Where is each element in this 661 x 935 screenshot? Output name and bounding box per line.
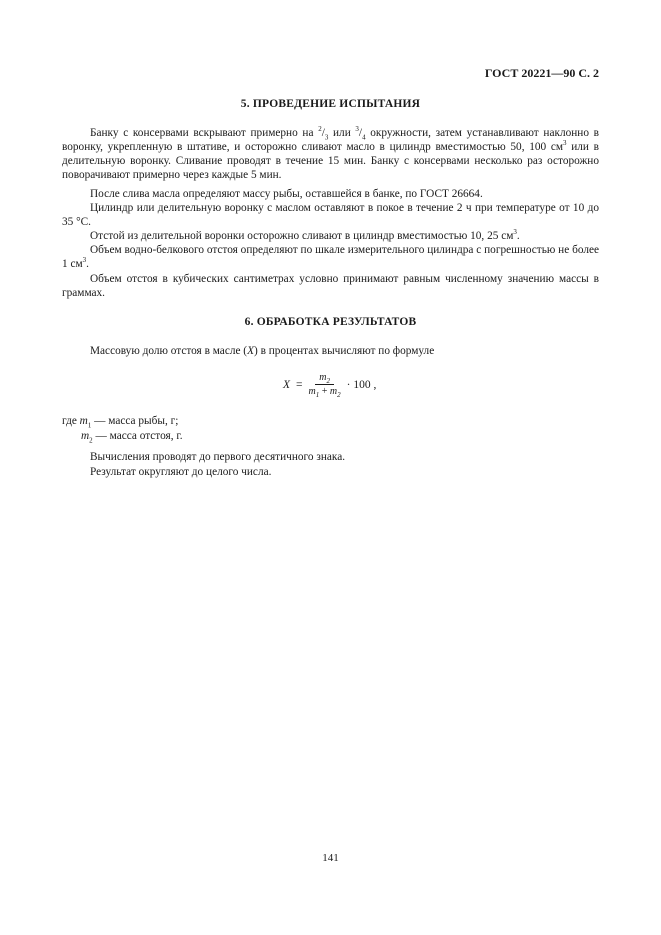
page-number: 141 [322, 852, 339, 864]
formula [283, 372, 376, 397]
section-5-paragraph-6: Объем отстоя в кубических сантиметрах условно принимают равным численному значению массы в граммах. [62, 273, 599, 300]
formula-equals: = [296, 378, 303, 391]
section-5-paragraph-3: Цилиндр или делительную воронку с маслом оставляют в покое в течение 2 ч при температуре от 10 до 35 °С. [62, 202, 599, 229]
section-5-title: 5. ПРОВЕДЕНИЕ ИСПЫТАНИЯ [240, 98, 421, 110]
section-5-paragraph-4: Отстой из делительной воронки осторожно сливают в цилиндр вместимостью 10, 25 $см^3$. [90, 228, 520, 242]
section-5-paragraph-5: Объем водно-белкового отстоя определяют по шкале измерительного цилиндра с погрешностью не более 1 $см^3$. [62, 244, 599, 271]
formula-fraction [309, 372, 341, 397]
section-6-paragraph-3: Результат округляют до целого числа. [90, 466, 272, 478]
section-5-paragraph-1: Банку с консервами вскрывают примерно на $^2/_3$ или $^3/_4$ окружности, затем устанавливают наклонно в воронку, укрепленную в штативе, и осторожно сливают масло в цилиндр вместимостью 50, 100 $см^3$ или в делительную воронку. Сливание проводят в течение 15 мин. Банку с консервами несколько раз осторожно поворачивают примерно через каждые 5 мин. [62, 125, 599, 182]
formula-tail: · 100 , [346, 378, 377, 391]
variable-definition-m2: $m_2$ — масса отстоя, г. [81, 430, 183, 445]
variable-definition-m1: где $m_1$ — масса рыбы, г; [62, 415, 179, 430]
section-6-title: 6. ОБРАБОТКА РЕЗУЛЬТАТОВ [244, 316, 417, 328]
section-6-paragraph-2: Вычисления проводят до первого десятичного знака. [90, 451, 346, 463]
section-5-paragraph-2: После слива масла определяют массу рыбы, оставшейся в банке, по ГОСТ 26664. [90, 188, 483, 200]
document-header: ГОСТ 20221—90 С. 2 [484, 66, 599, 80]
formula-denominator: $m_1 + m_2$ [308, 386, 341, 399]
formula-numerator: $m_2$ [315, 372, 334, 385]
formula-lhs: X [283, 378, 291, 391]
section-6-paragraph-1: Массовую долю отстоя в масле (X) в процентах вычисляют по формуле [90, 345, 435, 357]
